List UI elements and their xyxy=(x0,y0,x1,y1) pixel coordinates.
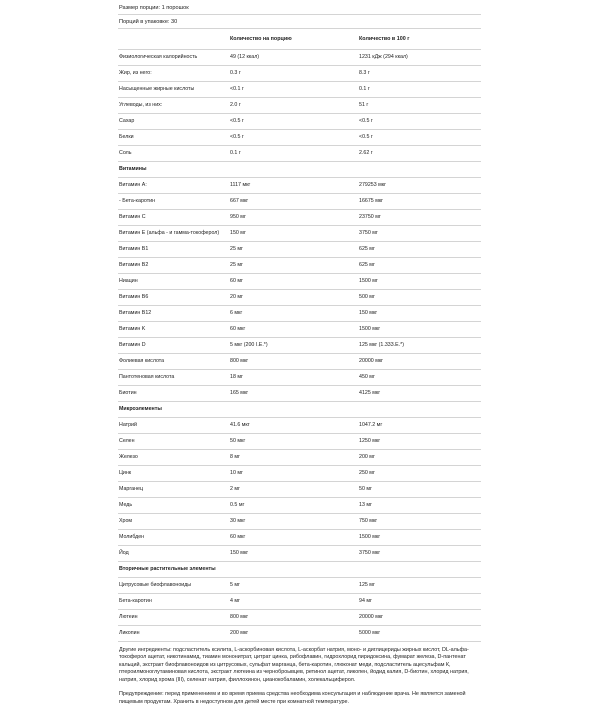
table-row xyxy=(118,193,481,209)
per-100g-value: 50 мг xyxy=(358,481,481,497)
per-100g-value: 3750 мг xyxy=(358,225,481,241)
servings-per-container: Порций в упаковке: 30 xyxy=(118,15,481,29)
nutrient-name: Медь xyxy=(118,497,229,513)
per-100g-value: 625 мг xyxy=(358,257,481,273)
nutrient-name: Жир, из него: xyxy=(118,65,229,81)
table-row xyxy=(118,449,481,465)
per-serving-value: 8 мг xyxy=(229,449,358,465)
per-100g-value: 16675 мкг xyxy=(358,193,481,209)
per-serving-value: 2 мг xyxy=(229,481,358,497)
nutrient-name: Углеводы, из них: xyxy=(118,97,229,113)
table-row xyxy=(118,433,481,449)
per-100g-value: 125 мг xyxy=(358,577,481,593)
table-row xyxy=(118,513,481,529)
per-serving-value: 0.1 г xyxy=(229,145,358,161)
per-100g-value: 200 мг xyxy=(358,449,481,465)
per-100g-value: 94 мг xyxy=(358,593,481,609)
per-serving-value: 41.6 мкг xyxy=(229,417,358,433)
nutrient-name: Соль xyxy=(118,145,229,161)
per-100g-value: 0.1 г xyxy=(358,81,481,97)
table-row xyxy=(118,305,481,321)
per-serving-value: 5 мг xyxy=(229,577,358,593)
per-serving-value: 800 мкг xyxy=(229,353,358,369)
per-serving-value: 2.0 г xyxy=(229,97,358,113)
table-row xyxy=(118,577,481,593)
nutrient-name: Биотин xyxy=(118,385,229,401)
per-100g-value: <0.5 г xyxy=(358,113,481,129)
per-100g-value: 750 мкг xyxy=(358,513,481,529)
per-serving-value: 4 мг xyxy=(229,593,358,609)
table-row xyxy=(118,353,481,369)
nutrient-name: Белки xyxy=(118,129,229,145)
per-serving-value: 667 мкг xyxy=(229,193,358,209)
nutrient-name: Витамин B2 xyxy=(118,257,229,273)
table-row xyxy=(118,529,481,545)
table-row xyxy=(118,241,481,257)
per-100g-value: 150 мкг xyxy=(358,305,481,321)
per-100g-value: 4125 мкг xyxy=(358,385,481,401)
per-100g-value: 20000 мкг xyxy=(358,353,481,369)
table-row xyxy=(118,81,481,97)
nutrition-table-body xyxy=(118,49,481,641)
nutrition-table xyxy=(118,29,481,642)
ingredients-text: Другие ингредиенты: подсластитель ксилита, L-аскорбиновая кислота, L-аскорбат натрия, моно- и диглицериды жирных кислот, DL-альфа-токоферол ацетат, никотинамид, тиамин мононитрат, цитрат цинка, рибофлавин, гидрохлорид пиридоксина, фумарат железа, D-пантенат кальций, экстракт биофлавоноидов из цитрусовых, сульфат марганца, бета-каротин, глюконат меди, подсластитель ацесульфам К, птероилмоноглутаминовая кислота, экстракт лютеина из черноброывцев, ретинол ацетат, ликопен, йодид калия, D-биотин, хлорид натрия, натрия, хлорид хрома (III), селенат натрия, филлохинон, цианокобаламин, холекальциферол. xyxy=(119,646,469,683)
per-serving-value: 0.3 г xyxy=(229,65,358,81)
per-100g-value: 1500 мг xyxy=(358,273,481,289)
nutrient-name: Насыщенные жирные кислоты xyxy=(118,81,229,97)
table-row xyxy=(118,225,481,241)
nutrient-name: Цитрусовые биофлавоноиды xyxy=(118,577,229,593)
per-serving-value: <0.5 г xyxy=(229,129,358,145)
table-row xyxy=(118,289,481,305)
nutrient-name: Селен xyxy=(118,433,229,449)
table-row xyxy=(118,49,481,65)
nutrient-name: Натрий xyxy=(118,417,229,433)
nutrient-name: Витамин B12 xyxy=(118,305,229,321)
per-100g-value: 250 мг xyxy=(358,465,481,481)
per-serving-value: 49 (12 ккал) xyxy=(229,49,358,65)
per-100g-value: 450 мг xyxy=(358,369,481,385)
nutrient-name: Витамин D xyxy=(118,337,229,353)
nutrient-name: Сахар xyxy=(118,113,229,129)
per-serving-value: 950 мг xyxy=(229,209,358,225)
table-row xyxy=(118,385,481,401)
per-100g-value: 1047.2 мг xyxy=(358,417,481,433)
nutrient-name: Цинк xyxy=(118,465,229,481)
warning-text: Предупреждение: перед применением и во время приема средства необходима консультация и наблюдение врача. Не является заменой пищевым продуктам. Хранить в недоступном для детей месте при комнатной температуре. xyxy=(119,691,466,706)
nutrient-name: Лютеин xyxy=(118,609,229,625)
per-serving-value: 60 мг xyxy=(229,273,358,289)
per-100g-value: 279253 мкг xyxy=(358,177,481,193)
table-row xyxy=(118,177,481,193)
header-per-serving: Количество на порцию xyxy=(229,29,358,49)
nutrient-name: Бета-каротин xyxy=(118,593,229,609)
table-row xyxy=(118,209,481,225)
nutrient-name: Марганец xyxy=(118,481,229,497)
section-row xyxy=(118,401,481,417)
per-100g-value: 20000 мкг xyxy=(358,609,481,625)
table-row xyxy=(118,65,481,81)
nutrient-name: Витамин B1 xyxy=(118,241,229,257)
per-100g-value: 1231 кДж (294 ккал) xyxy=(358,49,481,65)
header-per-100g: Количество в 100 г xyxy=(358,29,481,49)
per-serving-value: 50 мкг xyxy=(229,433,358,449)
table-row xyxy=(118,625,481,641)
table-row xyxy=(118,129,481,145)
nutrient-name: Витамин A: xyxy=(118,177,229,193)
per-serving-value: 5 мкг (200 I.E.*) xyxy=(229,337,358,353)
per-serving-value: 6 мкг xyxy=(229,305,358,321)
table-row xyxy=(118,369,481,385)
table-header-row xyxy=(118,29,481,49)
per-serving-value: 165 мкг xyxy=(229,385,358,401)
serving-size: Размер порции: 1 порошок xyxy=(118,0,481,15)
table-row xyxy=(118,465,481,481)
per-100g-value: 500 мг xyxy=(358,289,481,305)
per-100g-value: 5000 мкг xyxy=(358,625,481,641)
per-serving-value: 20 мг xyxy=(229,289,358,305)
per-serving-value: 60 мкг xyxy=(229,321,358,337)
table-row xyxy=(118,593,481,609)
per-100g-value: 23750 мг xyxy=(358,209,481,225)
per-serving-value: <0.1 г xyxy=(229,81,358,97)
per-100g-value: 8.3 г xyxy=(358,65,481,81)
nutrient-name: Витамин E (альфа - и гамма-токоферол) xyxy=(118,225,229,241)
per-serving-value: <0.5 г xyxy=(229,113,358,129)
per-serving-value: 30 мкг xyxy=(229,513,358,529)
table-row xyxy=(118,321,481,337)
table-row xyxy=(118,545,481,561)
nutrient-name: Ниацин xyxy=(118,273,229,289)
per-serving-value: 10 мг xyxy=(229,465,358,481)
per-100g-value: 1250 мкг xyxy=(358,433,481,449)
per-100g-value: 1500 мкг xyxy=(358,529,481,545)
per-serving-value: 25 мг xyxy=(229,241,358,257)
per-100g-value: 3750 мкг xyxy=(358,545,481,561)
nutrient-name: Хром xyxy=(118,513,229,529)
table-row xyxy=(118,337,481,353)
nutrition-label xyxy=(118,0,481,707)
section-title: Витамины xyxy=(118,161,481,177)
table-row xyxy=(118,145,481,161)
per-100g-value: 2.62 г xyxy=(358,145,481,161)
per-serving-value: 800 мкг xyxy=(229,609,358,625)
per-serving-value: 25 мг xyxy=(229,257,358,273)
table-row xyxy=(118,481,481,497)
header-empty xyxy=(118,29,229,49)
nutrient-name: Витамин K xyxy=(118,321,229,337)
per-serving-value: 200 мкг xyxy=(229,625,358,641)
nutrient-name: Фолиевая кислота xyxy=(118,353,229,369)
table-row xyxy=(118,113,481,129)
section-title: Микроэлементы xyxy=(118,401,481,417)
table-row xyxy=(118,497,481,513)
section-row xyxy=(118,161,481,177)
per-serving-value: 0.5 мг xyxy=(229,497,358,513)
nutrient-name: Витамин B6 xyxy=(118,289,229,305)
per-100g-value: 125 мкг (1.333.E.*) xyxy=(358,337,481,353)
per-serving-value: 1117 мкг xyxy=(229,177,358,193)
per-100g-value: 13 мг xyxy=(358,497,481,513)
table-row xyxy=(118,417,481,433)
per-100g-value: 51 г xyxy=(358,97,481,113)
per-serving-value: 18 мг xyxy=(229,369,358,385)
per-serving-value: 150 мг xyxy=(229,225,358,241)
per-serving-value: 150 мкг xyxy=(229,545,358,561)
table-row xyxy=(118,273,481,289)
table-row xyxy=(118,257,481,273)
section-title: Вторичные растительные элементы xyxy=(118,561,481,577)
nutrient-name: Йод xyxy=(118,545,229,561)
section-row xyxy=(118,561,481,577)
nutrient-name: Витамин C xyxy=(118,209,229,225)
table-row xyxy=(118,97,481,113)
nutrient-name: - Бета-каротин xyxy=(118,193,229,209)
nutrient-name: Ликопин xyxy=(118,625,229,641)
nutrient-name: Физиологическая калорийность xyxy=(118,49,229,65)
nutrient-name: Железо xyxy=(118,449,229,465)
per-100g-value: 625 мг xyxy=(358,241,481,257)
nutrient-name: Пантотеновая кислота xyxy=(118,369,229,385)
nutrient-name: Молибден xyxy=(118,529,229,545)
per-serving-value: 60 мкг xyxy=(229,529,358,545)
per-100g-value: <0.5 г xyxy=(358,129,481,145)
per-100g-value: 1500 мкг xyxy=(358,321,481,337)
table-row xyxy=(118,609,481,625)
